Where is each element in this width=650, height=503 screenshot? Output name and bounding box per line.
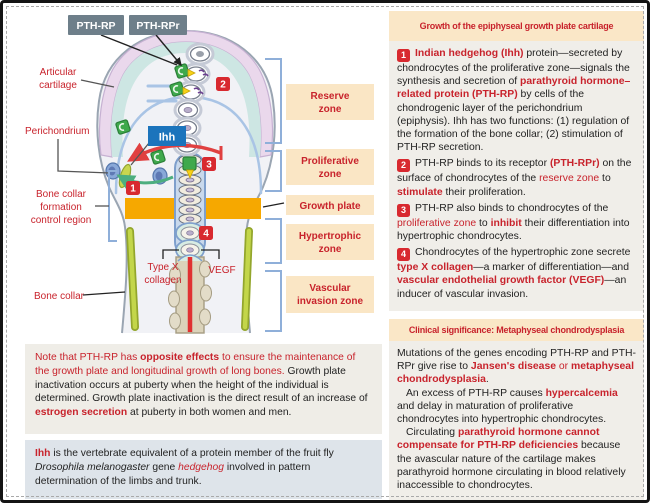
svg-text:PTH-RP: PTH-RP xyxy=(76,20,116,32)
svg-text:formation: formation xyxy=(40,202,82,213)
svg-text:zone: zone xyxy=(318,244,342,255)
step-4: 4 Chondrocytes of the hypertrophic zone secrete type X collagen—a marker of differentiation—and vascular endothelial growth factor (VEGF)—an inducer of vascular invasion. xyxy=(397,247,631,300)
vegf-label: VEGF xyxy=(208,265,236,276)
svg-text:invasion zone: invasion zone xyxy=(296,296,364,307)
svg-text:zone: zone xyxy=(318,169,342,180)
clinical-paragraph-1: Mutations of the genes encoding PTH-RP and PTH-RPr give rise to Jansen's disease or metaphyseal chondrodysplasia. xyxy=(397,348,636,386)
clinical-paragraph-2: An excess of PTH-RP causes hypercalcemia and delay in maturation of proliferative chondrocytes into hypertrophic chondrocytes. xyxy=(397,387,618,426)
bone-collar-label: Bone collar xyxy=(33,291,85,302)
bone-diagram xyxy=(13,7,385,343)
svg-text:Ihh: Ihh xyxy=(158,131,176,144)
note-ihh-hedgehog: Ihh is the vertebrate equivalent of a protein member of the fruit fly Drosophila melanogaster gene hedgehog involved in pattern determination of the limbs and trunk. xyxy=(25,440,382,499)
marker-4: 4 xyxy=(203,228,209,240)
proliferative-zone-label: Proliferative xyxy=(301,156,359,167)
step-2: 2 PTH-RP binds to its receptor (PTH-RPr) on the surface of chondrocytes of the reserve zone to stimulate their proliferation. xyxy=(397,158,632,198)
step-4-badge: 4 xyxy=(397,248,410,261)
growth-steps-panel xyxy=(389,41,644,311)
articular-cartilage-label: Articular xyxy=(39,67,77,78)
step-1: 1 Indian hedgehog (Ihh) protein—secreted by chondrocytes of the proliferative zone—signals the synthesis and secretion of parathyroid hormone–related protein (PTH-RP) by cells of the chondrogenic layer of the perichondrium (epiphysis). Ihh has two functions: (1) regulation of the formation of the bone collar; (2) stimulation of PTH-RP secretion. xyxy=(397,48,631,154)
svg-text:collagen: collagen xyxy=(144,275,182,286)
perichondrium-label: Perichondrium xyxy=(25,126,90,137)
note-opposite-effects: Note that PTH-RP has opposite effects to ensure the maintenance of the growth plate and longitudinal growth of long bones. Growth plate inactivation occurs at puberty when the height of the individual is determined. Growth plate inactivation is the direct result of an increase of estrogen secretion at puberty in both women and men. xyxy=(25,344,382,434)
step-2-badge: 2 xyxy=(397,159,410,172)
clinical-paragraph-3: Circulating parathyroid hormone cannot compensate for PTH-RP deficiencies because the avascular nature of the cartilage makes parathyroid hormone circulating in blood relatively inaccessible to chondrocytes. xyxy=(397,427,626,492)
step-3: 3 PTH-RP also binds to chondrocytes of the proliferative zone to inhibit their differentiation into hypertrophic chondrocytes. xyxy=(397,202,630,243)
svg-text:zone: zone xyxy=(318,104,342,115)
reserve-zone-label: Reserve xyxy=(310,91,350,102)
marker-1: 1 xyxy=(130,183,136,195)
hypertrophic-zone-label: Hypertrophic xyxy=(298,231,362,242)
step-3-badge: 3 xyxy=(397,204,410,217)
marker-3: 3 xyxy=(206,159,212,171)
zone-labels xyxy=(286,84,374,313)
step-1-badge: 1 xyxy=(397,49,410,62)
svg-text:control region: control region xyxy=(30,215,92,226)
bone-collar-region-label: Bone collar xyxy=(35,189,87,200)
panel-title: Growth of the epiphyseal growth plate cartilage xyxy=(389,11,644,41)
clinical-significance-panel xyxy=(389,341,644,500)
vascular-invasion-zone-label: Vascular xyxy=(309,283,351,294)
svg-text:PTH-RPr: PTH-RPr xyxy=(136,20,180,32)
clinical-significance-title: Clinical significance: Metaphyseal chondrodysplasia xyxy=(389,319,644,341)
growth-plate-label: Growth plate xyxy=(299,201,361,212)
type-x-collagen-label: Type X xyxy=(147,262,179,273)
marker-2: 2 xyxy=(220,79,226,91)
svg-text:cartilage: cartilage xyxy=(39,80,77,91)
